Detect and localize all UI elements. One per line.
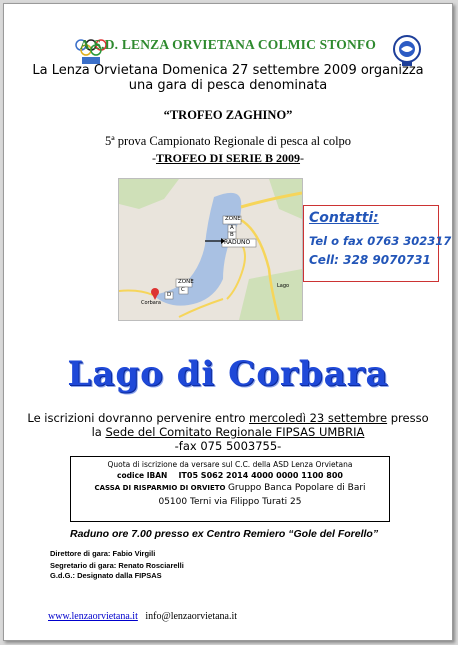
championship-round: 5ª prova Campionato Regionale di pesca al colpo xyxy=(104,134,352,148)
meeting-point: Raduno ore 7.00 presso ex Centro Remiero “Gole del Forello” xyxy=(70,528,379,540)
cell-line xyxy=(309,253,431,267)
series-line xyxy=(4,149,452,167)
map-raduno-label: RADUNO xyxy=(224,239,251,246)
lake-title: Lago di Corbara xyxy=(67,354,389,394)
flyer-page xyxy=(3,3,453,641)
series-prefix: - xyxy=(151,151,156,165)
map-zone-a: A xyxy=(230,225,234,231)
race-secretary: Segretario di gara: Renato Rosciarelli xyxy=(50,561,184,570)
iban-line xyxy=(71,471,389,480)
registration-line-2 xyxy=(4,425,452,439)
cell-label: Cell: xyxy=(309,253,339,267)
phone-line xyxy=(309,234,451,248)
registration-fax: -fax 075 5003755- xyxy=(174,439,282,453)
iban-code: IT05 S062 2014 4000 0000 1100 800 xyxy=(178,471,343,480)
cell-number: 328 9070731 xyxy=(343,253,431,267)
contacts-title: Contatti: xyxy=(309,210,379,226)
payment-box xyxy=(70,456,390,522)
registration-text-end: presso xyxy=(387,411,429,425)
iban-label: codice IBAN xyxy=(117,471,168,480)
map-zone-c: C xyxy=(181,287,185,293)
registration-place: Sede del Comitato Regionale FIPSAS UMBRIA xyxy=(105,425,365,439)
bank-address: 05100 Terni via Filippo Turati 25 xyxy=(158,497,302,507)
intro-line-2: una gara di pesca denominata xyxy=(128,78,328,93)
registration-place-prefix: la xyxy=(91,425,106,439)
map-town-label: Corbara xyxy=(141,300,161,306)
map-zone-d: D xyxy=(167,292,172,298)
lake-map xyxy=(118,178,303,321)
map-zone-label: ZONE xyxy=(225,216,241,222)
trophy-name: “TROFEO ZAGHINO” xyxy=(163,108,293,122)
bank-group: Gruppo Banca Popolare di Bari xyxy=(227,483,366,493)
registration-line-1 xyxy=(4,411,452,425)
contacts-box xyxy=(303,205,452,282)
bank-line xyxy=(71,483,389,493)
footer xyxy=(48,611,237,622)
map-lake-label: Lago xyxy=(277,283,290,289)
race-judge: G.d.G.: Designato dalla FIPSAS xyxy=(50,571,162,580)
race-director: Direttore di gara: Fabio Virgili xyxy=(50,549,156,558)
intro-line-1: La Lenza Orvietana Domenica 27 settembre 2009 organizza xyxy=(32,63,424,78)
registration-text: Le iscrizioni dovranno pervenire entro xyxy=(27,411,250,425)
fipsas-emblem-icon xyxy=(392,34,422,66)
registration-deadline: mercoledì 23 settembre xyxy=(249,411,388,425)
quota-text: Quota di iscrizione da versare sul C.C. della ASD Lenza Orvietana xyxy=(107,460,353,469)
lake-map-drawing xyxy=(119,179,302,320)
organization-name: A.S.D. LENZA ORVIETANA COLMIC STONFO xyxy=(79,37,377,52)
bank-name: CASSA DI RISPARMIO DI ORVIETO xyxy=(94,484,228,492)
phone-number: 0763 302317 xyxy=(367,234,452,248)
series-suffix: - xyxy=(300,151,305,165)
series-title: TROFEO DI SERIE B 2009 xyxy=(155,151,301,165)
website-link[interactable]: www.lenzaorvietana.it xyxy=(48,611,138,622)
map-zone-label-2: ZONE xyxy=(178,279,194,285)
email-address[interactable]: info@lenzaorvietana.it xyxy=(145,611,238,622)
phone-label: Tel o fax xyxy=(309,234,364,248)
map-zone-b: B xyxy=(230,232,234,238)
